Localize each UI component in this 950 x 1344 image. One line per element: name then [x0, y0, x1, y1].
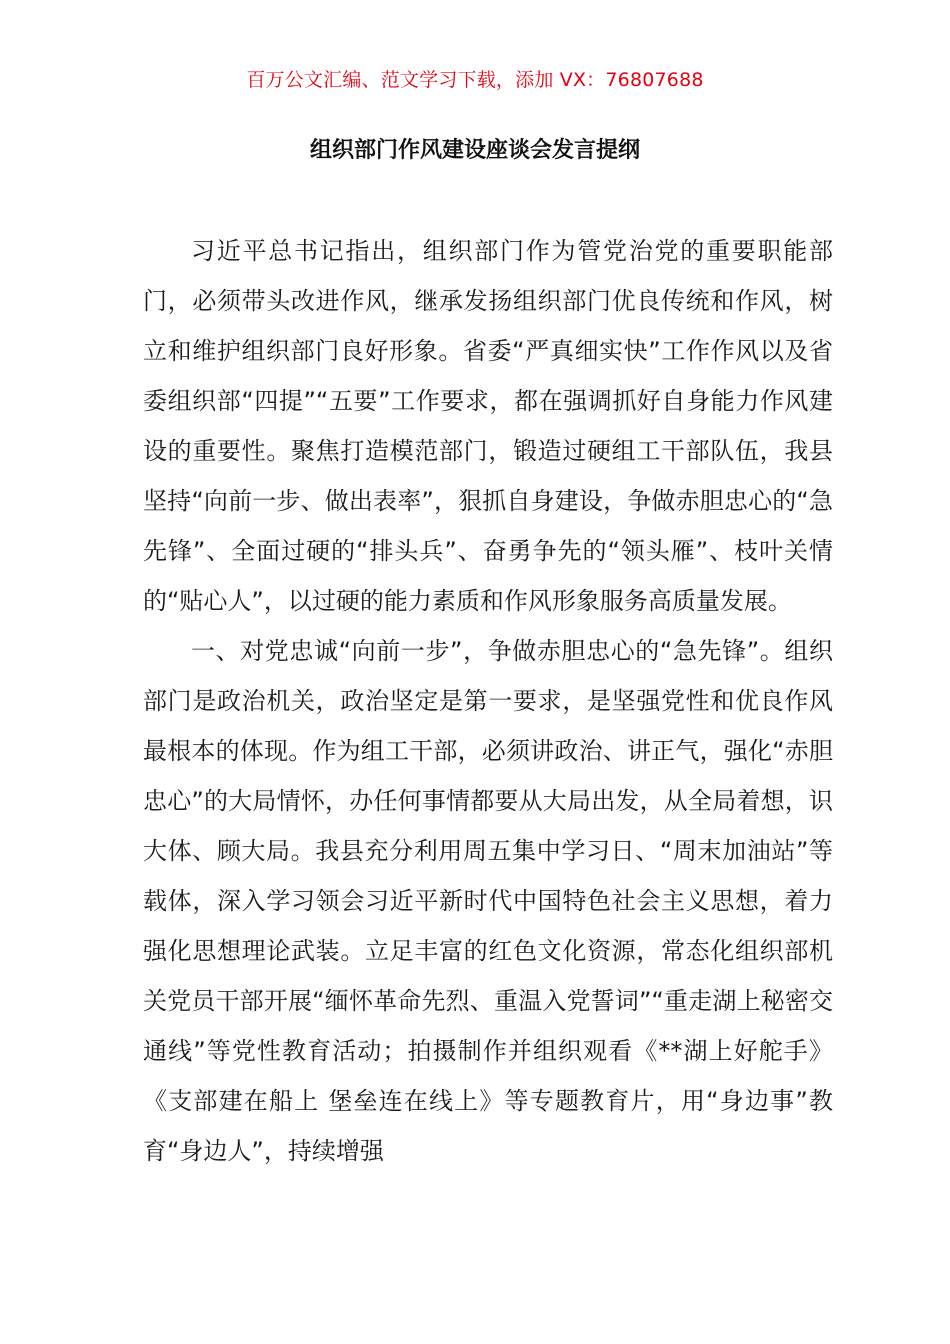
document-title: 组织部门作风建设座谈会发言提纲 [309, 138, 640, 163]
paragraph-intro: 习近平总书记指出，组织部门作为管党治党的重要职能部门，必须带头改进作风，继承发扬组织部门优良传统和作风，树立和维护组织部门良好形象。省委“严真细实快”工作作风以及省委组织部“四提”“五要”工作要求，都在强调抓好自身能力作风建设的重要性。聚焦打造模范部门，锻造过硬组工干部队伍，我县坚持“向前一步、做出表率”，狠抓自身建设，争做赤胆忠心的“急先锋”、全面过硬的“排头兵”、奋勇争先的“领头雁”、枝叶关情的“贴心人”，以过硬的能力素质和作风形象服务高质量发展。 [143, 237, 833, 615]
header-banner: 百万公文汇编、范文学习下载，添加 VX：76807688 [246, 69, 704, 91]
paragraph-section-one: 一、对党忠诚“向前一步”，争做赤胆忠心的“急先锋”。组织部门是政治机关，政治坚定是第一要求，是坚强党性和优良作风最根本的体现。作为组工干部，必须讲政治、讲正气，强化“赤胆忠心”的大局情怀，办任何事情都要从大局出发，从全局着想，识大体、顾大局。我县充分利用周五集中学习日、“周末加油站”等载体，深入学习领会习近平新时代中国特色社会主义思想，着力强化思想理论武装。立足丰富的红色文化资源，常态化组织部机关党员干部开展“缅怀革命先烈、重温入党誓词”“重走湖上秘密交通线”等党性教育活动；拍摄制作并组织观看《**湖上好舵手》《支部建在船上 堡垒连在线上》等专题教育片，用“身边事”教育“身边人”，持续增强 [143, 637, 833, 1165]
document-body [143, 226, 833, 1176]
